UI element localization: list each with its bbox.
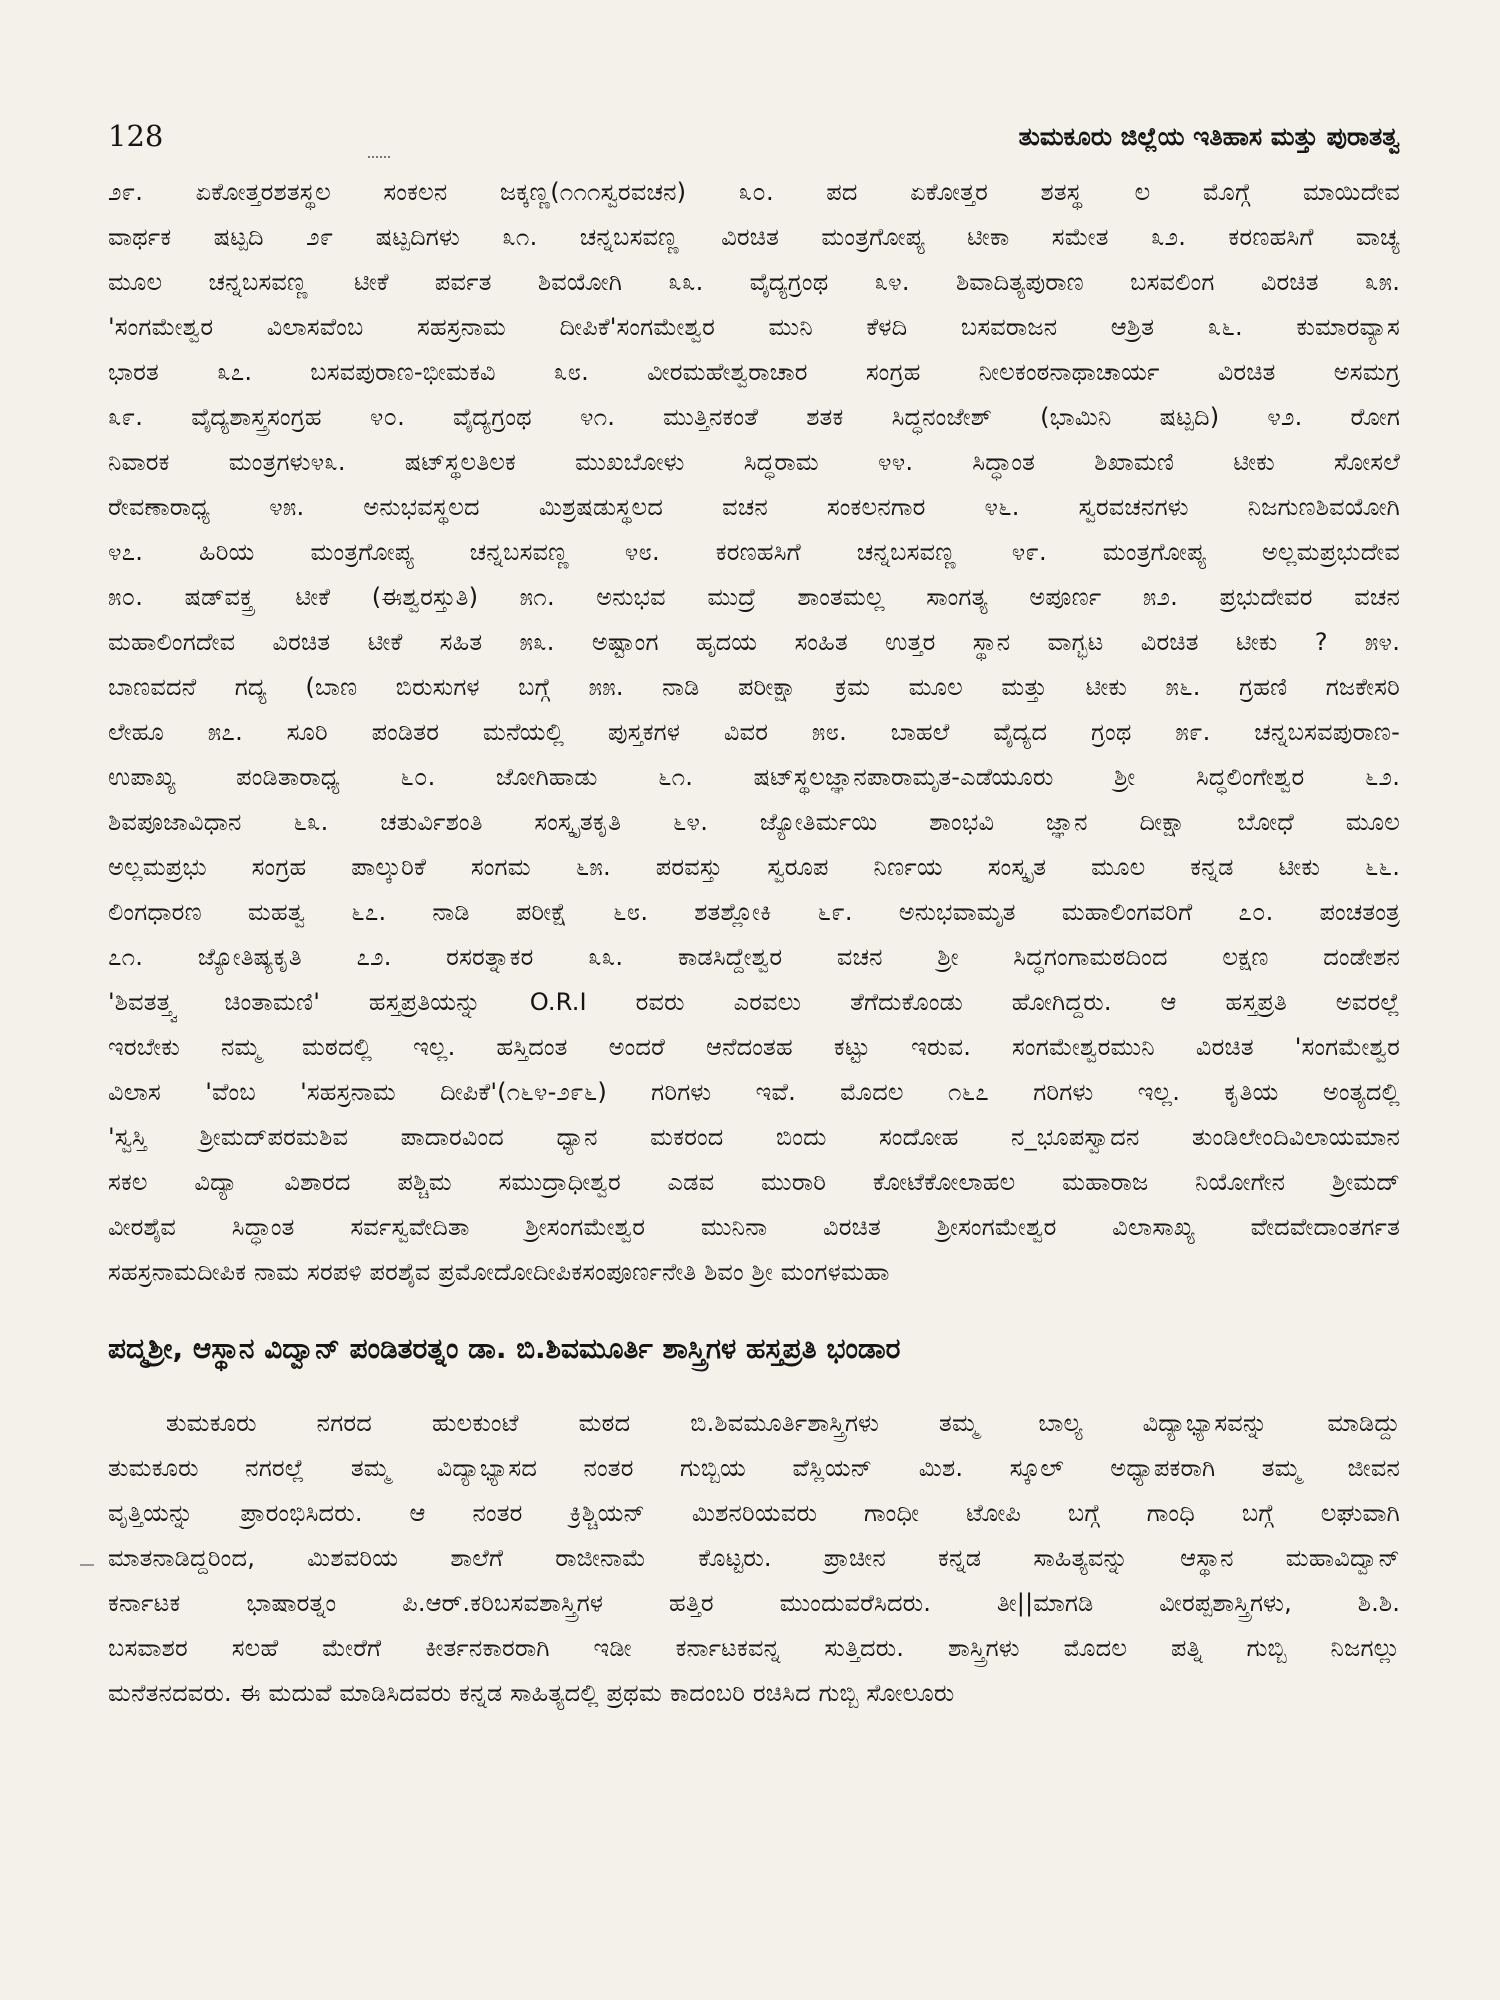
text-line: ಬಸವಾಶರ ಸಲಹೆ ಮೇರೆಗೆ ಕೀರ್ತನಕಾರರಾಗಿ ಇಡೀ ಕರ್ನಾಟಕವನ್ನ ಸುತ್ತಿದರು. ಶಾಸ್ತ್ರಿಗಳು ಮೊದಲ ಪತ್ನಿ ಗುಬ್ಬಿ ನಿಜಗಲ್ಲು (108, 1634, 1400, 1662)
text-line: ಬಾಣವದನೆ ಗದ್ಯ (ಬಾಣ ಬಿರುಸುಗಳ ಬಗ್ಗೆ ೫೫. ನಾಡಿ ಪರೀಕ್ಷಾ ಕ್ರಮ ಮೂಲ ಮತ್ತು ಟೀಕು ೫೬. ಗ್ರಹಣಿ ಗಜಕೇಸರಿ (108, 673, 1400, 701)
text-line: ಸಹಸ್ರನಾಮದೀಪಿಕ ನಾಮ ಸರಪಳಿ ಪರಶೈವ ಪ್ರಮೋದೋದೀಪಿಕಸಂಪೂರ್ಣನೇತಿ ಶಿವಂ ಶ್ರೀ ಮಂಗಳಮಹಾ (108, 1258, 890, 1286)
text-line: ಮಹಾಲಿಂಗದೇವ ವಿರಚಿತ ಟೀಕೆ ಸಹಿತ ೫೩. ಅಷ್ಟಾಂಗ ಹೃದಯ ಸಂಹಿತ ಉತ್ತರ ಸ್ಥಾನ ವಾಗ್ಭಟ ವಿರಚಿತ ಟೀಕು ? ೫೪. (108, 628, 1400, 656)
page-number: 128 (108, 119, 164, 153)
text-line: ವಿಲಾಸ 'ವೆಂಬ 'ಸಹಸ್ರನಾಮ ದೀಪಿಕೆ'(೧೬೪-೨೯೬) ಗರಿಗಳು ಇವೆ. ಮೊದಲ ೧೬೭ ಗರಿಗಳು ಇಲ್ಲ. ಕೃತಿಯ ಅಂತ್ಯದಲ್ಲಿ (108, 1078, 1400, 1106)
text-line: ಶಿವಪೂಜಾವಿಧಾನ ೬೩. ಚತುರ್ವಿಶಂತಿ ಸಂಸ್ಕೃತಕೃತಿ ೬೪. ಜ್ಯೋತಿರ್ಮಯಿ ಶಾಂಭವಿ ಜ್ಞಾನ ದೀಕ್ಷಾ ಬೋಧೆ ಮೂಲ (108, 808, 1400, 836)
page-header (108, 118, 1400, 170)
text-line: ೩೯. ವೈದ್ಯಶಾಸ್ತ್ರಸಂಗ್ರಹ ೪೦. ವೈದ್ಯಗ್ರಂಥ ೪೧. ಮುತ್ತಿನಕಂತೆ ಶತಕ ಸಿದ್ಧನಂಜೇಶ್ (ಭಾಮಿನಿ ಷಟ್ಪದಿ) ೪೨. ರೋಗ (108, 403, 1400, 431)
text-line: ೪೭. ಹಿರಿಯ ಮಂತ್ರಗೋಪ್ಯ ಚನ್ನಬಸವಣ್ಣ ೪೮. ಕರಣಹಸಿಗೆ ಚನ್ನಬಸವಣ್ಣ ೪೯. ಮಂತ್ರಗೋಪ್ಯ ಅಲ್ಲಮಪ್ರಭುದೇವ (108, 538, 1400, 566)
scan-speck (368, 156, 390, 162)
text-line: ಮಾತನಾಡಿದ್ದರಿಂದ, ಮಿಶವರಿಯ ಶಾಲೆಗೆ ರಾಜೀನಾಮೆ ಕೊಟ್ಟರು. ಪ್ರಾಚೀನ ಕನ್ನಡ ಸಾಹಿತ್ಯವನ್ನು ಆಸ್ಥಾನ ಮಹಾವಿದ್ವಾನ್ (108, 1544, 1400, 1572)
text-line: ಸಕಲ ವಿದ್ಯಾ ವಿಶಾರದ ಪಶ್ಚಿಮ ಸಮುದ್ರಾಧೀಶ್ವರ ಎಡವ ಮುರಾರಿ ಕೋಟೆಕೋಲಾಹಲ ಮಹಾರಾಜ ನಿಯೋಗೇನ ಶ್ರೀಮದ್ (108, 1168, 1400, 1196)
text-line: ಕರ್ನಾಟಕ ಭಾಷಾರತ್ನಂ ಪಿ.ಆರ್.ಕರಿಬಸವಶಾಸ್ತ್ರಿಗಳ ಹತ್ತಿರ ಮುಂದುವರೆಸಿದರು. ತೀ||ಮಾಗಡಿ ವೀರಪ್ಪಶಾಸ್ತ್ರಿಗಳು, ಶಿ.ಶಿ. (108, 1589, 1400, 1617)
text-line: ೫೦. ಷಡ್‌ವಕ್ತ್ರ ಟೀಕೆ (ಈಶ್ವರಸ್ತುತಿ) ೫೧. ಅನುಭವ ಮುದ್ರೆ ಶಾಂತಮಲ್ಲ ಸಾಂಗತ್ಯ ಅಪೂರ್ಣ ೫೨. ಪ್ರಭುದೇವರ ವಚನ (108, 583, 1400, 611)
text-line: ನಿವಾರಕ ಮಂತ್ರಗಳು೪೩. ಷಟ್‌ಸ್ಥಲತಿಲಕ ಮುಖಬೋಳು ಸಿದ್ಧರಾಮ ೪೪. ಸಿದ್ಧಾಂತ ಶಿಖಾಮಣಿ ಟೀಕು ಸೋಸಲೆ (108, 448, 1400, 476)
text-line: 'ಸಂಗಮೇಶ್ವರ ವಿಲಾಸವೆಂಬ ಸಹಸ್ರನಾಮ ದೀಪಿಕೆ'ಸಂಗಮೇಶ್ವರ ಮುನಿ ಕೆಳದಿ ಬಸವರಾಜನ ಆಶ್ರಿತ ೩೬. ಕುಮಾರವ್ಯಾಸ (108, 313, 1400, 341)
text-line: ಲಿಂಗಧಾರಣ ಮಹತ್ವ ೬೭. ನಾಡಿ ಪರೀಕ್ಷೆ ೬೮. ಶತಶ್ಲೋಕಿ ೬೯. ಅನುಭವಾಮೃತ ಮಹಾಲಿಂಗವರಿಗೆ ೭೦. ಪಂಚತಂತ್ರ (108, 898, 1400, 926)
text-line: ೨೯. ಏಕೋತ್ತರಶತಸ್ಥಲ ಸಂಕಲನ ಜಕ್ಕಣ್ಣ(೧೧೧ಸ್ವರವಚನ) ೩೦. ಪದ ಏಕೋತ್ತರ ಶತಸ್ಥ ಲ ಮೊಗ್ಗೆ ಮಾಯಿದೇವ (108, 178, 1400, 206)
book-page (108, 118, 1400, 1978)
text-line: ಮನೆತನದವರು. ಈ ಮದುವೆ ಮಾಡಿಸಿದವರು ಕನ್ನಡ ಸಾಹಿತ್ಯದಲ್ಲಿ ಪ್ರಥಮ ಕಾದಂಬರಿ ರಚಿಸಿದ ಗುಬ್ಬಿ ಸೋಲೂರು (108, 1679, 955, 1707)
text-line: ತುಮಕೂರು ನಗರಲ್ಲೆ ತಮ್ಮ ವಿದ್ಯಾಭ್ಯಾಸದ ನಂತರ ಗುಬ್ಬಿಯ ವೆಸ್ಲಿಯನ್ ಮಿಶ. ಸ್ಕೂಲ್‌ ಅಧ್ಯಾಪಕರಾಗಿ ತಮ್ಮ ಜೀವನ (108, 1454, 1400, 1482)
text-line: ಲೇಹೂ ೫೭. ಸೂರಿ ಪಂಡಿತರ ಮನೆಯಲ್ಲಿ ಪುಸ್ತಕಗಳ ವಿವರ ೫೮. ಬಾಹಲೆ ವೈದ್ಯದ ಗ್ರಂಥ ೫೯. ಚನ್ನಬಸವಪುರಾಣ- (108, 718, 1400, 746)
text-line: ವೃತ್ತಿಯನ್ನು ಪ್ರಾರಂಭಿಸಿದರು. ಆ ನಂತರ ಕ್ರಿಶ್ಚಿಯನ್ ಮಿಶನರಿಯವರು ಗಾಂಧೀ ಟೋಪಿ ಬಗ್ಗೆ ಗಾಂಧಿ ಬಗ್ಗೆ ಲಘುವಾಗಿ (108, 1499, 1400, 1527)
text-line: 'ಸ್ವಸ್ತಿ ಶ್ರೀಮದ್‌ಪರಮಶಿವ ಪಾದಾರವಿಂದ ಧ್ಯಾನ ಮಕರಂದ ಬಿಂದು ಸಂದೋಹ ನ_ಭೂಪಸ್ವಾದನ ತುಂಡಿಲೇಂದಿವಿಲಾಯಮಾನ (108, 1123, 1400, 1151)
running-title: ತುಮಕೂರು ಜಿಲ್ಲೆಯ ಇತಿಹಾಸ ಮತ್ತು ಪುರಾತತ್ವ (1018, 122, 1400, 151)
text-line: ೭೧. ಜ್ಯೋತಿಷ್ಯಕೃತಿ ೭೨. ರಸರತ್ನಾಕರ ೩೩. ಕಾಡಸಿದ್ದೇಶ್ವರ ವಚನ ಶ್ರೀ ಸಿದ್ಧಗಂಗಾಮಠದಿಂದ ಲಕ್ಷಣ ದಂಡೇಶನ (108, 943, 1400, 971)
manuscript-list (108, 170, 1400, 1295)
text-line: ವಾರ್ಥಕ ಷಟ್ಪದಿ ೨೯ ಷಟ್ಪದಿಗಳು ೩೧. ಚನ್ನಬಸವಣ್ಣ ವಿರಚಿತ ಮಂತ್ರಗೋಪ್ಯ ಟೀಕಾ ಸಮೇತ ೩೨. ಕರಣಹಸಿಗೆ ವಾಚ್ಯ (108, 223, 1400, 251)
text-line: 'ಶಿವತತ್ತ್ವ ಚಿಂತಾಮಣಿ' ಹಸ್ತಪ್ರತಿಯನ್ನು O.R.I ರವರು ಎರವಲು ತೆಗೆದುಕೊಂಡು ಹೋಗಿದ್ದರು. ಆ ಹಸ್ತಪ್ರತಿ ಅವರಲ್ಲೆ (108, 988, 1400, 1016)
body-paragraph (108, 1401, 1400, 1716)
text-line: ಇರಬೇಕು ನಮ್ಮ ಮಠದಲ್ಲಿ ಇಲ್ಲ. ಹಸ್ತಿದಂತ ಅಂದರೆ ಆನೆದಂತಹ ಕಟ್ಟು ಇರುವ. ಸಂಗಮೇಶ್ವರಮುನಿ ವಿರಚಿತ 'ಸಂಗಮೇಶ್ವರ (108, 1033, 1400, 1061)
text-line: ರೇವಣಾರಾಧ್ಯ ೪೫. ಅನುಭವಸ್ಥಲದ ಮಿಶ್ರಷಡುಸ್ಥಲದ ವಚನ ಸಂಕಲನಗಾರ ೪೬. ಸ್ವರವಚನಗಳು ನಿಜಗುಣಶಿವಯೋಗಿ (108, 493, 1400, 521)
text-line: ಭಾರತ ೩೭. ಬಸವಪುರಾಣ-ಭೀಮಕವಿ ೩೮. ವೀರಮಹೇಶ್ವರಾಚಾರ ಸಂಗ್ರಹ ನೀಲಕಂಠನಾಥಾಚಾರ್ಯ ವಿರಚಿತ ಅಸಮಗ್ರ (108, 358, 1400, 386)
text-line: ಮೂಲ ಚನ್ನಬಸವಣ್ಣ ಟೀಕೆ ಪರ್ವತ ಶಿವಯೋಗಿ ೩೩. ವೈದ್ಯಗ್ರಂಥ ೩೪. ಶಿವಾದಿತ್ಯಪುರಾಣ ಬಸವಲಿಂಗ ವಿರಚಿತ ೩೫. (108, 268, 1400, 296)
text-line: ತುಮಕೂರು ನಗರದ ಹುಲಕುಂಟೆ ಮಠದ ಬಿ.ಶಿವಮೂರ್ತಿಶಾಸ್ತ್ರಿಗಳು ತಮ್ಮ ಬಾಲ್ಯ ವಿದ್ಯಾಭ್ಯಾಸವನ್ನು ಮಾಡಿದ್ದು (166, 1409, 1400, 1437)
margin-mark (80, 1564, 94, 1566)
text-line: ಅಲ್ಲಮಪ್ರಭು ಸಂಗ್ರಹ ಪಾಲ್ಕುರಿಕೆ ಸಂಗಮ ೬೫. ಪರವಸ್ತು ಸ್ವರೂಪ ನಿರ್ಣಯ ಸಂಸ್ಕೃತ ಮೂಲ ಕನ್ನಡ ಟೀಕು ೬೬. (108, 853, 1400, 881)
text-line: ಉಪಾಖ್ಯ ಪಂಡಿತಾರಾಧ್ಯ ೬೦. ಜೋಗಿಹಾಡು ೬೧. ಷಟ್‌ಸ್ಥಲಜ್ಞಾನಪಾರಾಮೃತ-ಎಡೆಯೂರು ಶ್ರೀ ಸಿದ್ಧಲಿಂಗೇಶ್ವರ ೬೨. (108, 763, 1400, 791)
section-heading: ಪದ್ಮಶ್ರೀ, ಆಸ್ಥಾನ ವಿದ್ವಾನ್ ಪಂಡಿತರತ್ನಂ ಡಾ. ಬಿ.ಶಿವಮೂರ್ತಿ ಶಾಸ್ತ್ರಿಗಳ ಹಸ್ತಪ್ರತಿ ಭಂಡಾರ (108, 1332, 901, 1365)
text-line: ವೀರಶೈವ ಸಿದ್ಧಾಂತ ಸರ್ವಸ್ವವೇದಿತಾ ಶ್ರೀಸಂಗಮೇಶ್ವರ ಮುನಿನಾ ವಿರಚಿತ ಶ್ರೀಸಂಗಮೇಶ್ವರ ವಿಲಾಸಾಖ್ಯ ವೇದವೇದಾಂತರ್ಗತ (108, 1213, 1400, 1241)
